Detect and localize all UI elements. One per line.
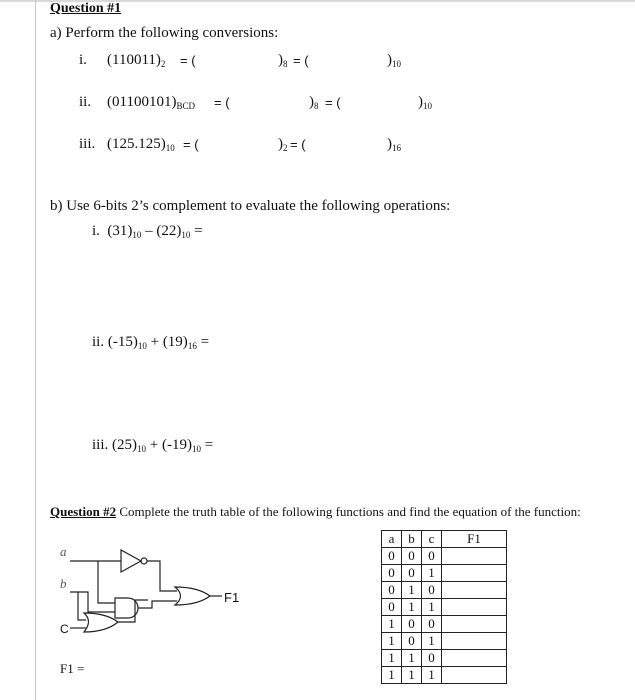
cell-a: 1 bbox=[382, 667, 402, 684]
item-end-close: ) bbox=[387, 52, 392, 68]
table-row bbox=[382, 650, 507, 667]
header-c: c bbox=[422, 531, 442, 548]
op-operand-a-base: 10 bbox=[137, 341, 147, 351]
f1-equation-label: F1 = bbox=[60, 661, 85, 676]
op-operand-b-base: 16 bbox=[187, 341, 197, 351]
cell-f1[interactable] bbox=[442, 565, 507, 582]
cell-f1[interactable] bbox=[442, 633, 507, 650]
item-mid-close: ) bbox=[309, 94, 314, 110]
cell-b: 1 bbox=[402, 599, 422, 616]
table-row bbox=[382, 616, 507, 633]
table-row bbox=[382, 633, 507, 650]
table-row bbox=[382, 582, 507, 599]
item-mid-close: ) bbox=[278, 52, 283, 68]
op-operand-a: (31) bbox=[107, 223, 133, 239]
item-mid-base: 2 bbox=[283, 143, 288, 153]
input-b-wire bbox=[70, 592, 115, 612]
cell-b: 1 bbox=[402, 667, 422, 684]
table-row bbox=[382, 548, 507, 565]
part-b-heading: b) Use 6-bits 2’s complement to evaluate the following operations: bbox=[50, 198, 451, 214]
item-number: i. bbox=[79, 52, 87, 68]
cell-a: 0 bbox=[382, 599, 402, 616]
item-end-close: ) bbox=[387, 136, 392, 152]
op-number: i. bbox=[92, 223, 100, 239]
cell-f1[interactable] bbox=[442, 650, 507, 667]
cell-c: 1 bbox=[422, 633, 442, 650]
op-operator: – bbox=[145, 223, 153, 239]
truth-table-header bbox=[382, 531, 507, 548]
cell-c: 1 bbox=[422, 565, 442, 582]
item-equals-1: = ( bbox=[180, 53, 196, 68]
lower-or-output-wire bbox=[118, 600, 148, 622]
item-equals-2: = ( bbox=[290, 137, 306, 152]
cell-c: 0 bbox=[422, 650, 442, 667]
cell-a: 1 bbox=[382, 616, 402, 633]
header-f1: F1 bbox=[442, 531, 507, 548]
cell-c: 0 bbox=[422, 548, 442, 565]
cell-b: 0 bbox=[402, 548, 422, 565]
op-operand-a-base: 10 bbox=[137, 444, 147, 454]
item-source: (110011) bbox=[107, 52, 161, 68]
input-a-label: a bbox=[60, 544, 67, 559]
output-f1-label: F1 bbox=[224, 590, 240, 605]
cell-a: 0 bbox=[382, 565, 402, 582]
item-end-base: 10 bbox=[392, 59, 401, 69]
cell-a: 0 bbox=[382, 548, 402, 565]
item-end-close: ) bbox=[418, 94, 423, 110]
op-equals: = bbox=[194, 223, 203, 239]
op-operator: + bbox=[150, 334, 160, 350]
b-branch-wire bbox=[78, 592, 86, 620]
op-number: ii. bbox=[92, 334, 105, 350]
op-operand-b: (19) bbox=[162, 334, 188, 350]
op-operand-a-base: 10 bbox=[132, 230, 142, 240]
cell-f1[interactable] bbox=[442, 548, 507, 565]
cell-b: 0 bbox=[402, 633, 422, 650]
input-b-label: b bbox=[60, 576, 67, 591]
question-2-prompt: Complete the truth table of the following functions and find the equation of the function: bbox=[119, 504, 581, 519]
item-mid-close: ) bbox=[278, 136, 283, 152]
table-row bbox=[382, 599, 507, 616]
not-gate-icon bbox=[121, 550, 141, 572]
output-or-gate-icon bbox=[175, 587, 210, 605]
op-operand-a: (-15) bbox=[107, 334, 138, 350]
op-operator: + bbox=[149, 437, 159, 453]
item-source-base: BCD bbox=[176, 101, 195, 111]
op-operand-b: (-19) bbox=[161, 437, 192, 453]
op-operand-b: (22) bbox=[156, 223, 182, 239]
header-b: b bbox=[402, 531, 422, 548]
item-source-base: 2 bbox=[160, 59, 166, 69]
item-number: iii. bbox=[79, 136, 96, 152]
item-mid-base: 8 bbox=[314, 101, 319, 111]
cell-a: 0 bbox=[382, 582, 402, 599]
question-1-title: Question #1 bbox=[50, 1, 122, 16]
cell-b: 1 bbox=[402, 582, 422, 599]
item-mid-base: 8 bbox=[283, 59, 288, 69]
item-end-base: 10 bbox=[423, 101, 432, 111]
cell-f1[interactable] bbox=[442, 616, 507, 633]
part-a-heading: a) Perform the following conversions: bbox=[50, 25, 279, 41]
item-number: ii. bbox=[79, 94, 92, 110]
cell-f1[interactable] bbox=[442, 582, 507, 599]
cell-c: 1 bbox=[422, 667, 442, 684]
cell-b: 0 bbox=[402, 616, 422, 633]
cell-f1[interactable] bbox=[442, 667, 507, 684]
a-branch-wire bbox=[98, 561, 115, 603]
cell-c: 1 bbox=[422, 599, 442, 616]
input-c-label: C bbox=[60, 622, 69, 636]
cell-c: 0 bbox=[422, 616, 442, 633]
op-operand-b-base: 10 bbox=[181, 230, 191, 240]
header-a: a bbox=[382, 531, 402, 548]
op-number: iii. bbox=[92, 437, 109, 453]
item-source: (125.125) bbox=[107, 136, 166, 152]
cell-b: 0 bbox=[402, 565, 422, 582]
cell-a: 1 bbox=[382, 650, 402, 667]
op-operand-b-base: 10 bbox=[191, 444, 201, 454]
op-operand-a: (25) bbox=[112, 437, 138, 453]
truth-table bbox=[381, 530, 507, 684]
op-equals: = bbox=[200, 334, 210, 350]
question-2-title: Question #2 bbox=[50, 504, 117, 519]
item-end-base: 16 bbox=[392, 143, 401, 153]
op-equals: = bbox=[204, 437, 214, 453]
cell-c: 0 bbox=[422, 582, 442, 599]
cell-f1[interactable] bbox=[442, 599, 507, 616]
table-row bbox=[382, 565, 507, 582]
item-equals-1: = ( bbox=[214, 95, 230, 110]
item-equals-2: = ( bbox=[293, 53, 309, 68]
item-equals-2: = ( bbox=[325, 95, 341, 110]
item-source: (01100101) bbox=[107, 94, 177, 110]
table-row bbox=[382, 667, 507, 684]
cell-a: 1 bbox=[382, 633, 402, 650]
and-output-wire bbox=[138, 601, 177, 608]
item-source-base: 10 bbox=[165, 143, 175, 153]
lower-or-gate-icon bbox=[84, 613, 118, 632]
item-equals-1: = ( bbox=[183, 137, 199, 152]
cell-b: 1 bbox=[402, 650, 422, 667]
not-output-wire bbox=[147, 561, 177, 591]
